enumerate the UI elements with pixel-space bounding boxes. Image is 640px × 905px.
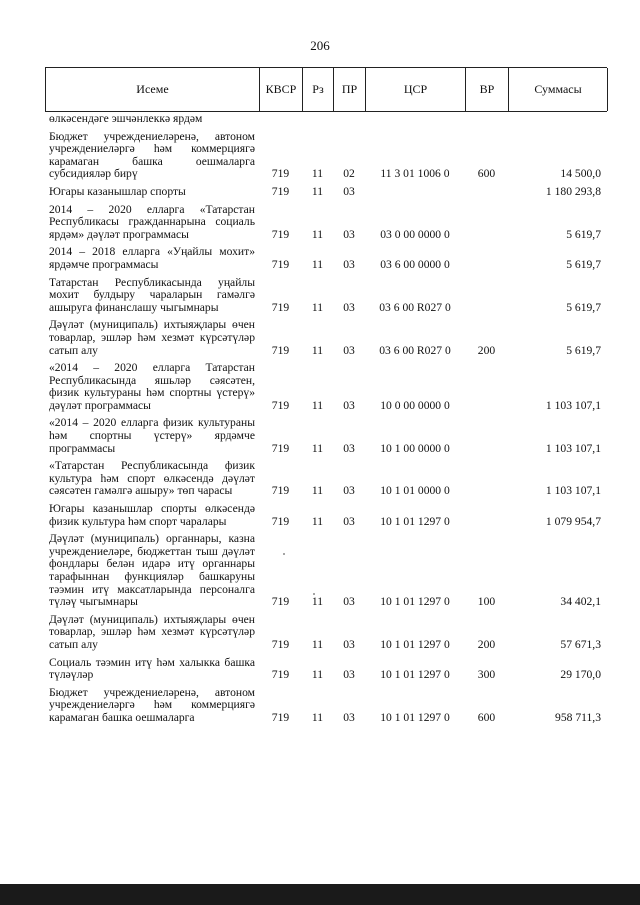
table-row — [45, 186, 607, 199]
cell-kvsr: 719 — [271, 184, 290, 198]
cell-pr: 02 — [343, 167, 355, 181]
cell-sum: 5 619,7 — [566, 300, 601, 314]
cell-name: Дәүләт (муниципаль) органнары, казна учреждениеләре, бюджеттан тыш дәүләт фондлары белән идарә итү органнары тарафыннан функцияләр башкаруны тәэмин итү максатларында персоналга түләү чыгымнары — [49, 532, 255, 609]
cell-pr: 03 — [343, 398, 355, 412]
cell-pr: 03 — [343, 227, 355, 241]
cell-sum: 34 402,1 — [560, 595, 601, 609]
cell-rz: 11 — [311, 441, 324, 455]
cell-name: өлкәсендәге эшчәнлеккә ярдәм — [49, 112, 203, 125]
cell-pr: 03 — [343, 668, 355, 682]
cell-kvsr: 719 — [271, 227, 290, 241]
cell-csr: 10 1 01 1297 0 — [380, 637, 450, 651]
cell-rz: 11 — [311, 300, 324, 314]
cell-pr: 03 — [343, 514, 355, 528]
scan-edge-bar — [0, 884, 640, 905]
cell-rz: 11 — [311, 484, 324, 498]
cell-csr: 03 0 00 0000 0 — [380, 227, 450, 241]
cell-rz: 11 — [311, 184, 324, 198]
cell-name: Дәүләт (муниципаль) ихтыяҗлары өчен товарлар, эшләр һәм хезмәт күрсәтүләр сатып алу — [49, 318, 255, 357]
cell-pr: 03 — [343, 710, 355, 724]
table-row — [45, 417, 607, 455]
cell-sum: 5 619,7 — [566, 227, 601, 241]
cell-kvsr: 719 — [271, 441, 290, 455]
cell-pr: 03 — [343, 343, 355, 357]
table-row — [45, 657, 607, 682]
cell-sum: 958 711,3 — [555, 710, 601, 724]
header-pr: ПР — [334, 68, 366, 111]
cell-vr: 300 — [477, 668, 496, 682]
cell-vr: 200 — [477, 343, 496, 357]
cell-sum: 1 103 107,1 — [545, 398, 601, 412]
cell-kvsr: 719 — [271, 398, 290, 412]
cell-name: Югары казанышлар спорты — [49, 184, 186, 198]
header-kvsr: КВСР — [260, 68, 303, 111]
budget-table — [45, 67, 607, 725]
cell-name: Татарстан Республикасында уңайлы мохит булдыру чараларын гамәлгә ашыруга финанслашу чыгымнары — [49, 275, 255, 314]
cell-rz: 11 — [311, 398, 324, 412]
cell-rz: 11 — [311, 710, 324, 724]
cell-kvsr: 719 — [271, 637, 290, 651]
cell-kvsr: 719 — [271, 300, 290, 314]
cell-pr: 03 — [343, 595, 355, 609]
cell-name: «2014 – 2020 елларга Татарстан Республикасында яшьләр сәясәтен, физик культураны һәм спортны үстерү» дәүләт программасы — [49, 361, 255, 412]
cell-csr: 10 1 00 0000 0 — [380, 441, 450, 455]
cell-pr: 03 — [343, 257, 355, 271]
table-row — [45, 614, 607, 652]
cell-kvsr: 719 — [271, 257, 290, 271]
cell-rz: 11 — [311, 227, 324, 241]
cell-sum: 57 671,3 — [560, 637, 601, 651]
table-row — [45, 319, 607, 357]
cell-kvsr: 719 — [271, 343, 290, 357]
cell-kvsr: 719 — [271, 595, 290, 609]
cell-csr: 03 6 00 0000 0 — [380, 257, 450, 271]
cell-kvsr: 719 — [271, 167, 290, 181]
table-row — [45, 277, 607, 315]
cell-sum: 29 170,0 — [560, 668, 601, 682]
scan-speck — [283, 553, 285, 555]
cell-kvsr: 719 — [271, 514, 290, 528]
header-sum: Суммасы — [509, 68, 608, 111]
cell-csr: 03 6 00 R027 0 — [379, 343, 451, 357]
table-body — [45, 113, 607, 725]
cell-pr: 03 — [343, 300, 355, 314]
scan-speck — [313, 593, 315, 595]
cell-sum: 1 079 954,7 — [545, 514, 601, 528]
cell-rz: 11 — [311, 595, 324, 609]
header-rz: Рз — [303, 68, 334, 111]
cell-vr: 200 — [477, 637, 496, 651]
cell-vr: 100 — [477, 595, 496, 609]
cell-csr: 03 6 00 R027 0 — [379, 300, 451, 314]
cell-name: 2014 – 2018 елларга «Уңайлы мохит» ярдәмче программасы — [49, 245, 255, 271]
cell-kvsr: 719 — [271, 710, 290, 724]
cell-rz: 11 — [311, 668, 324, 682]
table-row — [45, 113, 607, 126]
cell-name: «Татарстан Республикасында физик культура һәм спорт өлкәсендә дәүләт сәясәтен гамәлгә ашыру» төп чарасы — [49, 459, 255, 498]
cell-csr: 10 0 00 0000 0 — [380, 398, 450, 412]
cell-kvsr: 719 — [271, 484, 290, 498]
table-row — [45, 362, 607, 412]
header-vr: ВР — [466, 68, 509, 111]
cell-pr: 03 — [343, 441, 355, 455]
table-row — [45, 687, 607, 725]
cell-sum: 1 103 107,1 — [545, 484, 601, 498]
cell-rz: 11 — [311, 257, 324, 271]
cell-sum: 14 500,0 — [560, 167, 601, 181]
cell-name: «2014 – 2020 елларга физик культураны һәм спортны үстерү» ярдәмче программасы — [49, 416, 255, 455]
cell-csr: 10 1 01 0000 0 — [380, 484, 450, 498]
cell-sum: 5 619,7 — [566, 257, 601, 271]
cell-rz: 11 — [311, 637, 324, 651]
table-row — [45, 503, 607, 528]
table-row — [45, 460, 607, 498]
header-name: Исеме — [46, 68, 260, 111]
cell-csr: 10 1 01 1297 0 — [380, 595, 450, 609]
cell-rz: 11 — [311, 343, 324, 357]
table-row — [45, 204, 607, 242]
cell-kvsr: 719 — [271, 668, 290, 682]
cell-name: Бюджет учреждениеләренә, автоном учреждениеләргә һәм коммерциягә карамаган башка оешмаларга — [49, 685, 255, 724]
cell-vr: 600 — [477, 167, 496, 181]
cell-name: Социаль тәэмин итү һәм халыкка башка түләүләр — [49, 655, 255, 682]
cell-rz: 11 — [311, 167, 324, 181]
cell-name: 2014 – 2020 елларга «Татарстан Республикасы гражданнарына социаль ярдәм» дәүләт программасы — [49, 202, 255, 241]
cell-rz: 11 — [311, 514, 324, 528]
cell-csr: 10 1 01 1297 0 — [380, 710, 450, 724]
cell-name: Дәүләт (муниципаль) ихтыяҗлары өчен товарлар, эшләр һәм хезмәт күрсәтүләр сатып алу — [49, 612, 255, 651]
cell-name: Бюджет учреждениеләренә, автоном учреждениеләргә һәм коммерциягә карамаган башка оешмаларга субсидияләр бирү — [49, 129, 255, 181]
cell-pr: 03 — [343, 184, 355, 198]
cell-sum: 1 103 107,1 — [545, 441, 601, 455]
cell-name: Югары казанышлар спорты өлкәсендә физик культура һәм спорт чаралары — [49, 502, 255, 528]
table-row — [45, 246, 607, 271]
cell-pr: 03 — [343, 637, 355, 651]
table-row — [45, 533, 607, 609]
cell-vr: 600 — [477, 710, 496, 724]
cell-csr: 11 3 01 1006 0 — [380, 167, 450, 181]
cell-sum: 1 180 293,8 — [545, 184, 601, 198]
header-csr: ЦСР — [366, 68, 466, 111]
cell-sum: 5 619,7 — [566, 343, 601, 357]
cell-pr: 03 — [343, 484, 355, 498]
table-header — [45, 67, 607, 112]
page-number: 206 — [310, 38, 330, 53]
table-row — [45, 131, 607, 181]
cell-csr: 10 1 01 1297 0 — [380, 668, 450, 682]
cell-csr: 10 1 01 1297 0 — [380, 514, 450, 528]
